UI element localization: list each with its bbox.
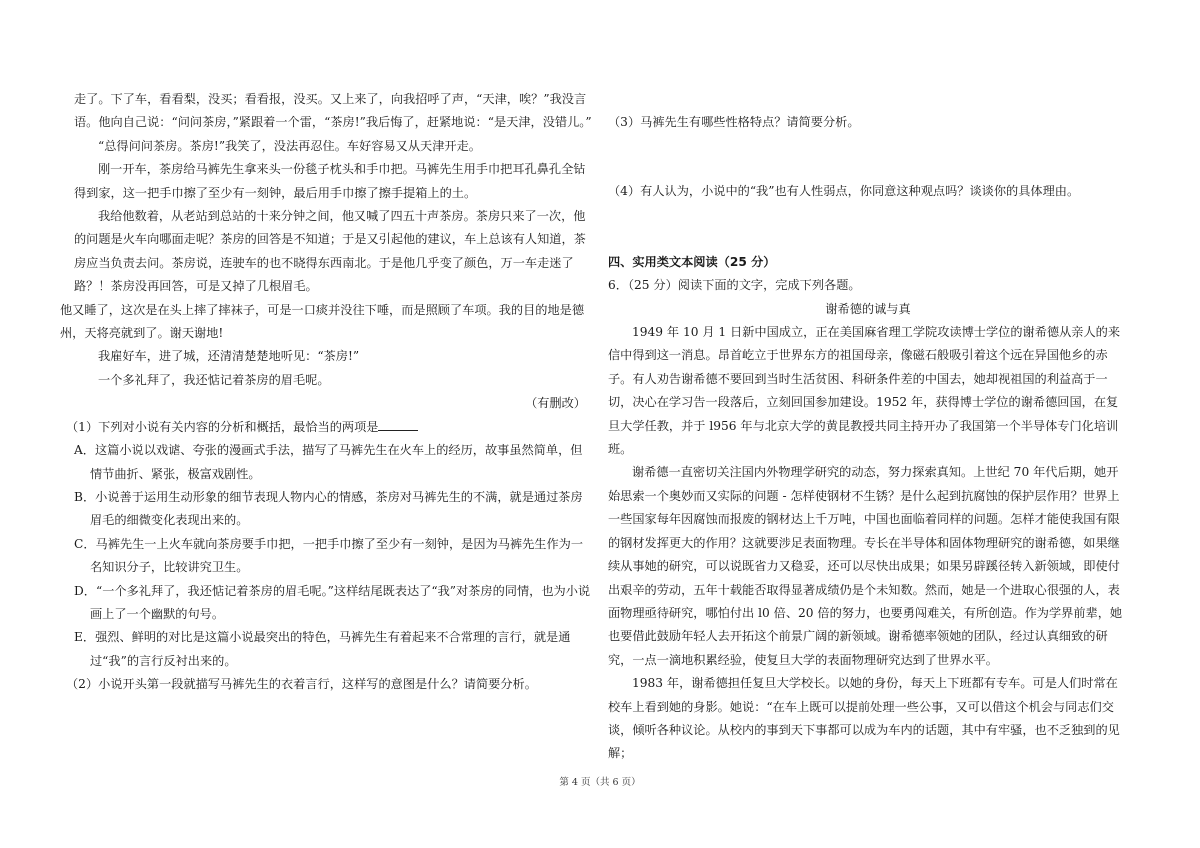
question-1-text: （1）下列对小说有关内容的分析和概括，最恰当的两项是 bbox=[66, 419, 379, 434]
story-paragraph-2: “总得问问茶房。茶房!”我笑了，没法再忍住。车好容易又从天津开走。 bbox=[98, 138, 481, 153]
option-c: C．马裤先生一上火车就向茶房要手巾把，一把手巾擦了至少有一刻钟，是因为马裤先生作为一名知识分子，比较讲究卫生。 bbox=[74, 536, 584, 575]
right-column bbox=[608, 88, 1128, 766]
article-paragraph-3: 1983 年，谢希德担任复旦大学校长。以她的身份，每天上下班都有专车。可是人们时常在校车上看到她的身影。她说：“在车上既可以提前处理一些公事，又可以借这个机会与同志们交谈，倾听各种议论。从校内的事到天下事都可以成为车内的话题，其中有牢骚，也不乏独到的见解； bbox=[608, 676, 1120, 761]
question-2: （2）小说开头第一段就描写马裤先生的衣着言行，这样写的意图是什么？请简要分析。 bbox=[66, 677, 537, 692]
article-title: 谢希德的诚与真 bbox=[825, 301, 911, 316]
question-3: （3）马裤先生有哪些性格特点？请简要分析。 bbox=[608, 115, 860, 129]
story-paragraph-3: 刚一开车，茶房给马裤先生拿来头一份毯子枕头和手巾把。马裤先生用手巾把耳孔鼻孔全钻得到家，这一把手巾擦了至少有一刻钟，最后用手巾擦了擦手提箱上的土。 bbox=[74, 162, 586, 200]
article-paragraph-2: 谢希德一直密切关注国内外物理学研究的动态，努力探索真知。上世纪 70 年代后期，她开始思索一个奥妙而又实际的问题 - 怎样使钢材不生锈？是什么起到抗腐蚀的保护层作用？世界上一些国家每年因腐蚀而报废的钢材达上千万吨，中国也面临着同样的问题。怎样才能使我国有限的钢材发挥更大的作用？这就要涉足表面物理。专长在半导体和固体物理研究的谢希德，如果继续从事她的研究，可以说既省力又稳妥，还可以尽快出成果；如果另辟蹊径转入新领域，即使付出艰辛的劳动，五年十载能否取得显著成绩仍是个未知数。然而，她是一个进取心很强的人，表面物理亟待研究，哪怕付出 l0 倍、20 倍的努力，也要勇闯难关，有所创造。作为学界前辈，她也要借此鼓励年轻人去开拓这个前景广阔的新领域。谢希德率领她的团队，经过认真细致的研究，一点一滴地积累经验，使复旦大学的表面物理研究达到了世界水平。 bbox=[608, 465, 1123, 667]
question-1-stem bbox=[66, 416, 594, 439]
story-paragraph-4: 我给他数着，从老站到总站的十来分钟之间，他又喊了四五十声茶房。茶房只来了一次，他的问题是火车向哪面走呢？茶房的回答是不知道；于是又引起他的建议，车上总该有人知道，茶房应当负责去问。茶房说，连驶车的也不晓得东西南北。于是他几乎变了颜色，万一车走迷了路？！茶房没再回答，可是又掉了几根眉毛。 bbox=[74, 209, 586, 294]
option-d: D．“一个多礼拜了，我还惦记着茶房的眉毛呢。”这样结尾既表达了“我”对茶房的同情，也为小说画上了一个幽默的句号。 bbox=[74, 583, 591, 621]
question-4: （4）有人认为，小说中的“我”也有人性弱点，你同意这种观点吗？谈谈你的具体理由。 bbox=[608, 184, 1080, 199]
story-paragraph-5: 他又睡了，这次是在头上摔了摔袜子，可是一口痰并没往下唾，而是照顾了车项。我的目的地是德州，天将亮就到了。谢天谢地! bbox=[60, 302, 585, 341]
section-title: 四、实用类文本阅读（25 分） bbox=[608, 254, 776, 269]
page-footer: 第 4 页（共 6 页） bbox=[559, 777, 641, 788]
story-paragraph-1: 走了。下了车，看看梨，没买；看看报，没买。又上来了，向我招呼了声，“天津，唉？”我没言语。他向自己说：“问问茶房，”紧跟着一个雷，“茶房!”我后悔了，赶紧地说：“是天津，没错儿。” bbox=[74, 92, 592, 130]
option-a: A．这篇小说以戏谑、夸张的漫画式手法，描写了马裤先生在火车上的经历，故事虽然简单，但情节曲折、紧张，极富戏剧性。 bbox=[74, 443, 583, 481]
answer-blank bbox=[378, 416, 418, 431]
option-e: E．强烈、鲜明的对比是这篇小说最突出的特色，马裤先生有着起来不合常理的言行，就是通过“我”的言行反衬出来的。 bbox=[74, 630, 571, 668]
story-paragraph-7: 一个多礼拜了，我还惦记着茶房的眉毛呢。 bbox=[98, 372, 330, 387]
question-6-stem: 6．（25 分）阅读下面的文字，完成下列各题。 bbox=[608, 278, 861, 293]
article-paragraph-1: 1949 年 10 月 1 日新中国成立，正在美国麻省理工学院攻读博士学位的谢希德从亲人的来信中得到这一消息。昂首屹立于世界东方的祖国母亲，像磁石般吸引着这个远在异国他乡的赤子。有人劝告谢希德不要回到当时生活贫困、科研条件差的中国去，她却视祖国的利益高于一切，决心在学习告一段落后，立刻回国参加建设。1952 年，获得博士学位的谢希德回国，在复旦大学任教，并于 l956 年与北京大学的黄昆教授共同主持开办了我国第一个半导体专门化培训班。 bbox=[608, 325, 1121, 457]
source-note: （有删改） bbox=[525, 396, 586, 411]
story-paragraph-6: 我雇好车，进了城，还清清楚楚地听见：“茶房!” bbox=[98, 349, 360, 364]
left-column bbox=[60, 88, 594, 697]
option-b: B．小说善于运用生动形象的细节表现人物内心的情感，茶房对马裤先生的不满，就是通过茶房眉毛的细微变化表现出来的。 bbox=[74, 489, 583, 528]
